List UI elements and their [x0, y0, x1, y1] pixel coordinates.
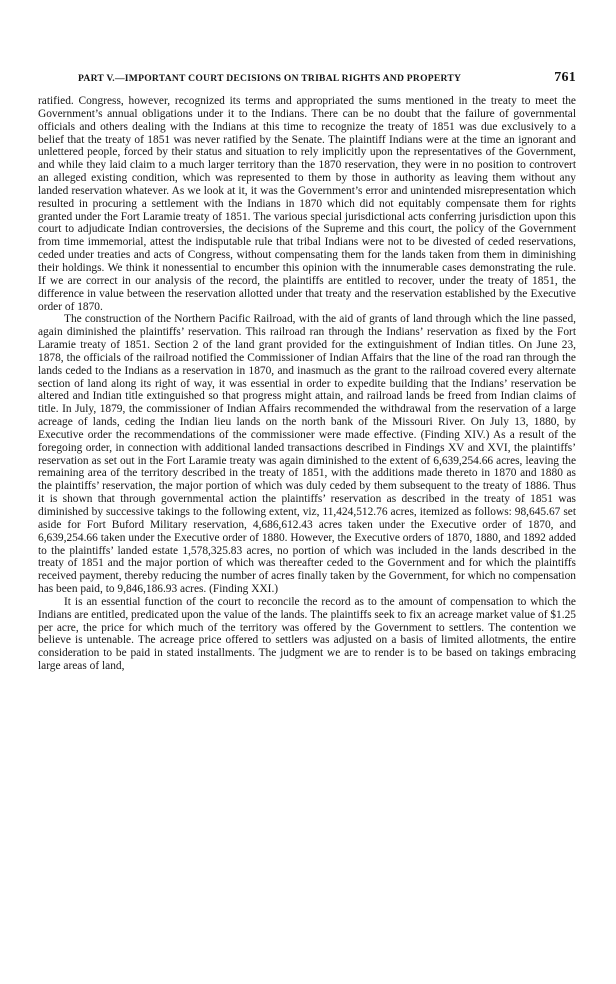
body-text: [38, 95, 576, 673]
paragraph-2: The construction of the Northern Pacific Railroad, with the aid of grants of land through which the line passed, again diminished the plaintiffs’ reservation. This railroad ran through the Indians’ reservation as fixed by the Fort Laramie treaty of 1851. Section 2 of the land grant provided for the extinguishment of Indian titles. On June 23, 1878, the officials of the railroad notified the Commissioner of Indian Affairs that the line of the road ran through the lands ceded to the Indians as a reservation in 1870, and inasmuch as the grant to the railroad covered every alternate section of land along its right of way, it was essential in order to expedite building that the Indians’ reservation be altered and Indian title extinguished so that progress might attain, and railroad lands be freed from Indian claims of title. In July, 1879, the commissioner of Indian Affairs recommended the withdrawal from the reservation of a large acreage of lands, ceding the Indian lieu lands on the north bank of the Missouri River. On July 13, 1880, by Executive order the recommendations of the commissioner were made effective. (Finding XIV.) As a result of the foregoing order, in connection with additional landed transactions described in Findings XV and XVI, the plaintiffs’ reservation as set out in the Fort Laramie treaty was again diminished to the extent of 6,639,254.66 acres, leaving the remaining area of the territory described in the treaty of 1851, with the additions made thereto in 1870 and 1880 as the plaintiffs’ reservation, the major portion of which was duly ceded by them subsequent to the treaty of 1886. Thus it is shown that through governmental action the plaintiffs’ reservation as described in the treaty of 1851 was diminished by successive takings to the following extent, viz, 11,424,512.76 acres, itemized as follows: 98,645.67 set aside for Fort Buford Military reservation, 4,686,612.43 acres taken under the Executive order of 1870, and 6,639,254.66 taken under the Executive order of 1880. However, the Executive orders of 1870, 1880, and 1892 added to the plaintiffs’ landed estate 1,578,325.83 acres, no portion of which was included in the lands described in the treaty of 1851 and the major portion of which was thereafter ceded to the Government and for which the plaintiffs received payment, thereby reducing the number of acres finally taken by the Government, for which no compensation has been paid, to 9,846,186.93 acres. (Finding XXI.): [38, 313, 576, 596]
page-number: 761: [554, 70, 576, 85]
paragraph-1: ratified. Congress, however, recognized its terms and appropriated the sums mentioned in the treaty to meet the Government’s annual obligations under it to the Indians. There can be no doubt that the failure of governmental officials and others dealing with the Indians at this time to recognize the treaty of 1851 was due exclusively to a belief that the treaty of 1851 was never ratified by the Senate. The plaintiff Indians were at the time an ignorant and unlettered people, forced by their status and situation to rely implicitly upon the representatives of the Government, and while they laid claim to a much larger territory than the 1870 reservation, they were in no position to controvert an alleged existing condition, which was represented to them by those in authority as leaving them without any landed reservation whatever. As we look at it, it was the Government’s error and unintended misrepresentation which resulted in procuring a settlement with the Indians in 1870 which did not equitably compensate them for rights granted under the Fort Laramie treaty of 1851. The various special jurisdictional acts conferring jurisdiction upon this court to adjudicate Indian controversies, the decisions of the Supreme and this court, the policy of the Government from time immemorial, attest the indisputable rule that tribal Indians were not to be divested of ceded reservations, ceded under treaties and acts of Congress, without compensating them for the lands taken from them in diminishing their holdings. We think it nonessential to encumber this opinion with the innumerable cases demonstrating the rule. If we are correct in our analysis of the record, the plaintiffs are entitled to recover, under the treaty of 1851, the difference in value between the reservation allotted under that treaty and the reservation established by the Executive order of 1870.: [38, 95, 576, 313]
running-header: [38, 70, 576, 90]
paragraph-3: It is an essential function of the court to reconcile the record as to the amount of compensation to which the Indians are entitled, predicated upon the value of the lands. The plaintiffs seek to fix an acreage market value of $1.25 per acre, the price for which much of the territory was offered by the Government to settlers. The contention we believe is untenable. The acreage price offered to settlers was adjusted on a basis of limited allotments, the entire consideration to be paid in stated installments. The judgment we are to render is to be based on takings embracing large areas of land,: [38, 595, 576, 673]
running-title: PART V.—IMPORTANT COURT DECISIONS ON TRIBAL RIGHTS AND PROPERTY: [78, 73, 462, 84]
